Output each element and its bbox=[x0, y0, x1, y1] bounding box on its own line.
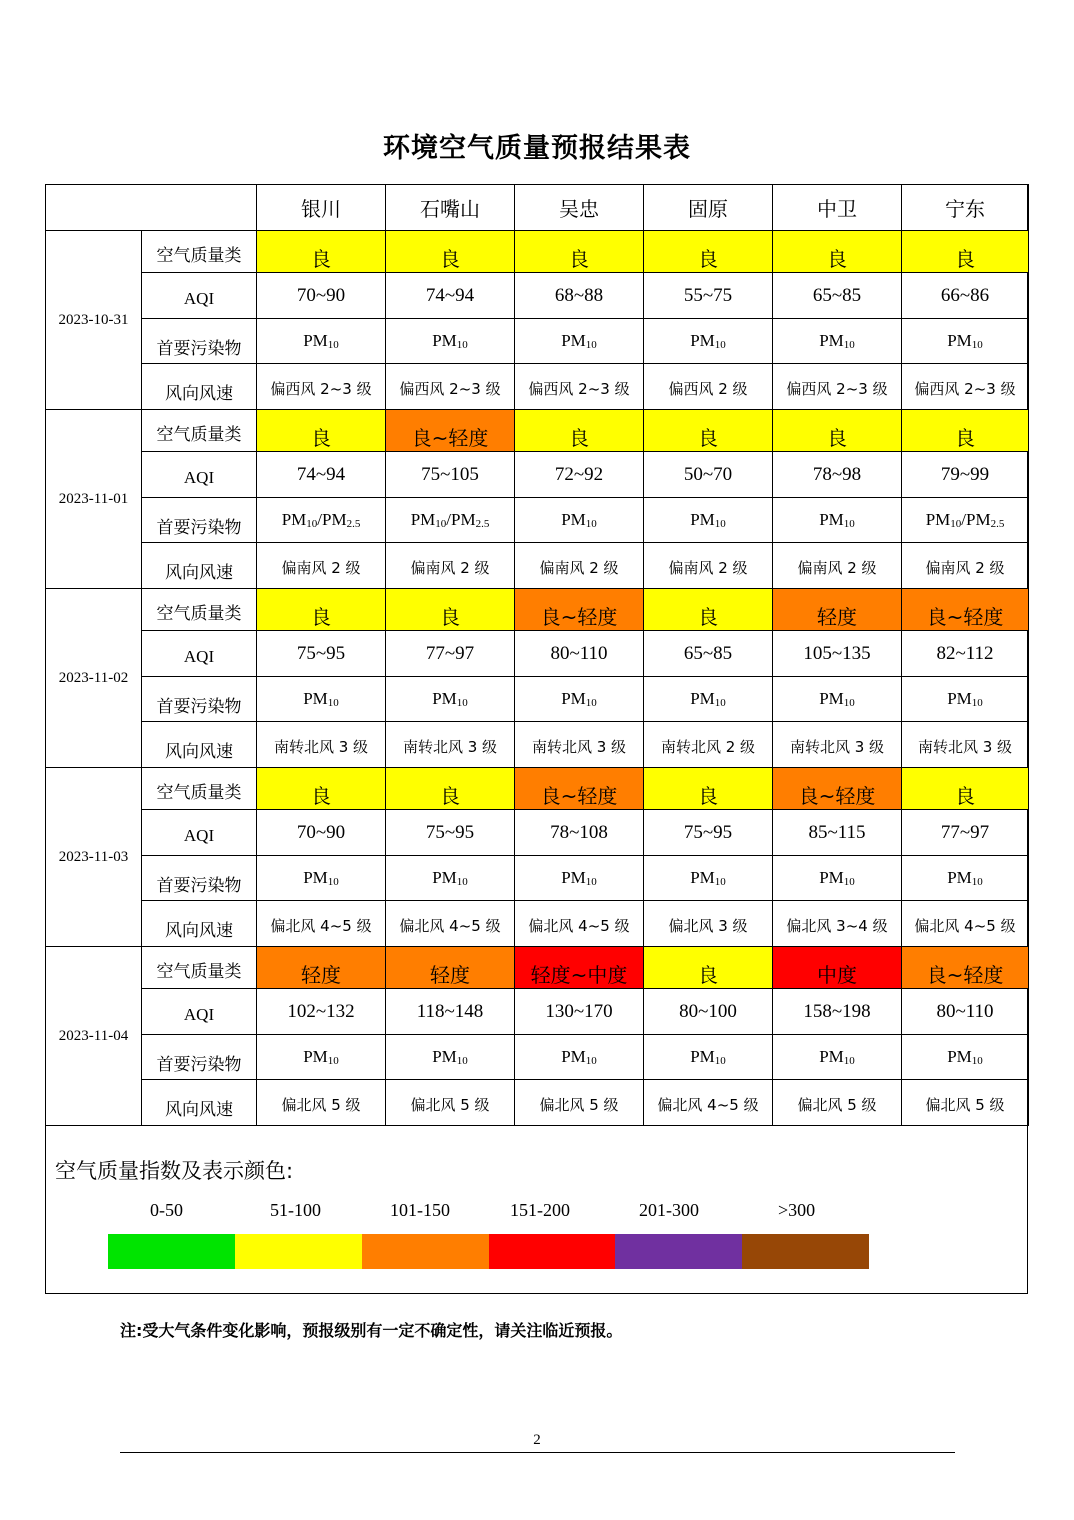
row-label-level: 空气质量类 bbox=[142, 231, 257, 273]
wind-cell: 偏北风 5 级 bbox=[773, 1080, 902, 1126]
level-text: 良 bbox=[311, 605, 331, 629]
pollutant-cell: $PM_{10}$ bbox=[773, 319, 902, 364]
level-row bbox=[46, 410, 1029, 452]
level-row bbox=[46, 589, 1029, 631]
level-text: 轻度 bbox=[430, 963, 470, 987]
aqi-cell: 75~95 bbox=[257, 631, 386, 677]
pollutant-cell: $PM_{10}$ bbox=[515, 677, 644, 722]
level-cell bbox=[257, 231, 386, 273]
aqi-cell: 55~75 bbox=[644, 273, 773, 319]
page-number: 2 bbox=[533, 1432, 541, 1448]
level-cell bbox=[773, 410, 902, 452]
aqi-cell: 105~135 bbox=[773, 631, 902, 677]
level-cell bbox=[515, 947, 644, 989]
level-text: 良 bbox=[698, 784, 718, 808]
level-cell bbox=[515, 768, 644, 810]
level-cell bbox=[902, 589, 1029, 631]
wind-cell: 偏南风 2 级 bbox=[515, 543, 644, 589]
aqi-row bbox=[46, 810, 1029, 856]
pollutant-cell: $PM_{10}$ bbox=[515, 856, 644, 901]
level-cell bbox=[386, 947, 515, 989]
level-text: 轻度 bbox=[817, 605, 857, 629]
aqi-cell: 72~92 bbox=[515, 452, 644, 498]
aqi-cell: 118~148 bbox=[386, 989, 515, 1035]
pollutant-cell: $PM_{10}$ bbox=[257, 319, 386, 364]
level-cell bbox=[902, 231, 1029, 273]
aqi-cell: 66~86 bbox=[902, 273, 1029, 319]
aqi-cell: 65~85 bbox=[773, 273, 902, 319]
level-text: 良 bbox=[955, 426, 975, 450]
level-text: 良~轻度 bbox=[798, 784, 876, 808]
wind-cell: 偏西风 2~3 级 bbox=[773, 364, 902, 410]
row-label-aqi: AQI bbox=[142, 631, 257, 677]
aqi-cell: 80~110 bbox=[515, 631, 644, 677]
legend-swatch bbox=[615, 1234, 742, 1269]
forecast-note: 注:受大气条件变化影响，预报级别有一定不确定性，请关注临近预报。 bbox=[120, 1321, 623, 1340]
level-cell bbox=[773, 768, 902, 810]
row-label-level: 空气质量类 bbox=[142, 947, 257, 989]
pollutant-cell: $PM_{10}$ bbox=[773, 677, 902, 722]
level-cell bbox=[644, 947, 773, 989]
level-row bbox=[46, 231, 1029, 273]
legend-range-label: 0-50 bbox=[150, 1200, 183, 1220]
aqi-cell: 75~95 bbox=[644, 810, 773, 856]
level-text: 良 bbox=[440, 605, 460, 629]
row-label-pollutant: 首要污染物 bbox=[142, 319, 257, 364]
pollutant-cell: $PM_{10}$ bbox=[644, 319, 773, 364]
aqi-cell: 50~70 bbox=[644, 452, 773, 498]
pollutant-cell: $PM_{10}/PM_{2.5}$ bbox=[902, 498, 1029, 543]
aqi-cell: 70~90 bbox=[257, 273, 386, 319]
aqi-cell: 74~94 bbox=[257, 452, 386, 498]
row-label-aqi: AQI bbox=[142, 273, 257, 319]
pollutant-cell: $PM_{10}$ bbox=[644, 677, 773, 722]
legend-range-label: 151-200 bbox=[510, 1200, 570, 1220]
aqi-cell: 65~85 bbox=[644, 631, 773, 677]
level-text: 良 bbox=[698, 605, 718, 629]
forecast-date: 2023-11-01 bbox=[46, 410, 142, 589]
level-text: 良 bbox=[569, 247, 589, 271]
pollutant-cell: $PM_{10}$ bbox=[257, 856, 386, 901]
level-cell bbox=[515, 410, 644, 452]
level-text: 良 bbox=[955, 784, 975, 808]
pollutant-cell: $PM_{10}$ bbox=[773, 856, 902, 901]
level-text: 良 bbox=[311, 784, 331, 808]
level-cell bbox=[386, 410, 515, 452]
wind-cell: 偏南风 2 级 bbox=[644, 543, 773, 589]
pollutant-cell: $PM_{10}$ bbox=[386, 1035, 515, 1080]
row-label-wind: 风向风速 bbox=[142, 1080, 257, 1126]
wind-row bbox=[46, 364, 1029, 410]
wind-cell: 偏北风 5 级 bbox=[257, 1080, 386, 1126]
pollutant-cell: $PM_{10}$ bbox=[644, 856, 773, 901]
wind-cell: 偏北风 3~4 级 bbox=[773, 901, 902, 947]
wind-cell: 偏北风 4~5 级 bbox=[257, 901, 386, 947]
aqi-cell: 80~110 bbox=[902, 989, 1029, 1035]
pollutant-row bbox=[46, 498, 1029, 543]
level-text: 轻度 bbox=[301, 963, 341, 987]
level-text: 良~轻度 bbox=[926, 963, 1004, 987]
wind-row bbox=[46, 1080, 1029, 1126]
wind-row bbox=[46, 722, 1029, 768]
aqi-row bbox=[46, 989, 1029, 1035]
wind-cell: 偏西风 2~3 级 bbox=[386, 364, 515, 410]
pollutant-cell: $PM_{10}$ bbox=[515, 319, 644, 364]
city-header: 吴忠 bbox=[515, 185, 644, 231]
level-cell bbox=[386, 768, 515, 810]
level-row bbox=[46, 768, 1029, 810]
level-cell bbox=[257, 768, 386, 810]
level-text: 良 bbox=[569, 426, 589, 450]
row-label-wind: 风向风速 bbox=[142, 722, 257, 768]
page-title: 环境空气质量预报结果表 bbox=[383, 133, 691, 164]
aqi-cell: 77~97 bbox=[902, 810, 1029, 856]
level-text: 良 bbox=[698, 963, 718, 987]
row-label-level: 空气质量类 bbox=[142, 410, 257, 452]
aqi-row bbox=[46, 631, 1029, 677]
wind-cell: 偏南风 2 级 bbox=[386, 543, 515, 589]
aqi-cell: 80~100 bbox=[644, 989, 773, 1035]
pollutant-cell: $PM_{10}$ bbox=[386, 319, 515, 364]
pollutant-cell: $PM_{10}$ bbox=[515, 1035, 644, 1080]
level-row bbox=[46, 947, 1029, 989]
row-label-wind: 风向风速 bbox=[142, 543, 257, 589]
row-label-level: 空气质量类 bbox=[142, 589, 257, 631]
level-cell bbox=[902, 947, 1029, 989]
wind-row bbox=[46, 543, 1029, 589]
level-cell bbox=[644, 410, 773, 452]
level-cell bbox=[386, 231, 515, 273]
legend-title: 空气质量指数及表示颜色: bbox=[55, 1159, 294, 1183]
aqi-cell: 85~115 bbox=[773, 810, 902, 856]
row-label-aqi: AQI bbox=[142, 452, 257, 498]
pollutant-row bbox=[46, 856, 1029, 901]
legend-range-label: 201-300 bbox=[639, 1200, 699, 1220]
city-header: 石嘴山 bbox=[386, 185, 515, 231]
aqi-row bbox=[46, 452, 1029, 498]
aqi-cell: 75~105 bbox=[386, 452, 515, 498]
level-cell bbox=[257, 589, 386, 631]
row-label-pollutant: 首要污染物 bbox=[142, 498, 257, 543]
forecast-table bbox=[45, 184, 1029, 1126]
city-header: 固原 bbox=[644, 185, 773, 231]
pollutant-cell: $PM_{10}$ bbox=[515, 498, 644, 543]
level-cell bbox=[515, 589, 644, 631]
pollutant-cell: $PM_{10}$ bbox=[644, 1035, 773, 1080]
row-label-pollutant: 首要污染物 bbox=[142, 1035, 257, 1080]
level-cell bbox=[644, 231, 773, 273]
level-text: 良 bbox=[827, 247, 847, 271]
level-text: 良 bbox=[311, 426, 331, 450]
pollutant-cell: $PM_{10}$ bbox=[773, 498, 902, 543]
pollutant-cell: $PM_{10}$ bbox=[902, 319, 1029, 364]
wind-cell: 偏北风 5 级 bbox=[386, 1080, 515, 1126]
legend-swatch bbox=[742, 1234, 869, 1269]
footer-rule bbox=[120, 1452, 955, 1453]
level-text: 良~轻度 bbox=[540, 605, 618, 629]
wind-cell: 偏西风 2~3 级 bbox=[257, 364, 386, 410]
wind-cell: 偏北风 5 级 bbox=[902, 1080, 1029, 1126]
pollutant-cell: $PM_{10}$ bbox=[902, 1035, 1029, 1080]
wind-cell: 偏北风 4~5 级 bbox=[515, 901, 644, 947]
wind-cell: 偏南风 2 级 bbox=[257, 543, 386, 589]
row-label-level: 空气质量类 bbox=[142, 768, 257, 810]
pollutant-cell: $PM_{10}$ bbox=[386, 677, 515, 722]
pollutant-cell: $PM_{10}$ bbox=[773, 1035, 902, 1080]
city-header: 银川 bbox=[257, 185, 386, 231]
header-corner bbox=[46, 185, 257, 231]
row-label-pollutant: 首要污染物 bbox=[142, 856, 257, 901]
wind-cell: 偏南风 2 级 bbox=[773, 543, 902, 589]
level-cell bbox=[257, 947, 386, 989]
wind-cell: 偏南风 2 级 bbox=[902, 543, 1029, 589]
level-text: 良~轻度 bbox=[926, 605, 1004, 629]
forecast-date: 2023-10-31 bbox=[46, 231, 142, 410]
wind-cell: 偏北风 3 级 bbox=[644, 901, 773, 947]
pollutant-cell: $PM_{10}$ bbox=[902, 677, 1029, 722]
level-cell bbox=[386, 589, 515, 631]
aqi-cell: 74~94 bbox=[386, 273, 515, 319]
wind-cell: 偏北风 4~5 级 bbox=[644, 1080, 773, 1126]
forecast-date: 2023-11-03 bbox=[46, 768, 142, 947]
level-text: 良~轻度 bbox=[540, 784, 618, 808]
pollutant-cell: $PM_{10}$ bbox=[386, 856, 515, 901]
aqi-cell: 158~198 bbox=[773, 989, 902, 1035]
pollutant-cell: $PM_{10}$ bbox=[257, 1035, 386, 1080]
wind-cell: 南转北风 3 级 bbox=[902, 722, 1029, 768]
row-label-wind: 风向风速 bbox=[142, 901, 257, 947]
row-label-wind: 风向风速 bbox=[142, 364, 257, 410]
aqi-cell: 68~88 bbox=[515, 273, 644, 319]
level-text: 良 bbox=[440, 784, 460, 808]
wind-cell: 偏北风 5 级 bbox=[515, 1080, 644, 1126]
level-cell bbox=[902, 410, 1029, 452]
pollutant-cell: $PM_{10}$ bbox=[644, 498, 773, 543]
wind-cell: 南转北风 3 级 bbox=[515, 722, 644, 768]
wind-cell: 偏西风 2~3 级 bbox=[902, 364, 1029, 410]
level-text: 良 bbox=[440, 247, 460, 271]
level-text: 轻度~中度 bbox=[530, 963, 628, 987]
level-cell bbox=[773, 589, 902, 631]
level-cell bbox=[773, 231, 902, 273]
pollutant-cell: $PM_{10}$ bbox=[257, 677, 386, 722]
legend-swatch bbox=[235, 1234, 362, 1269]
wind-cell: 偏西风 2 级 bbox=[644, 364, 773, 410]
level-cell bbox=[773, 947, 902, 989]
legend-range-label: 51-100 bbox=[270, 1200, 321, 1220]
aqi-cell: 79~99 bbox=[902, 452, 1029, 498]
legend-swatch bbox=[489, 1234, 616, 1269]
aqi-cell: 78~108 bbox=[515, 810, 644, 856]
legend-swatch bbox=[108, 1234, 235, 1269]
pollutant-row bbox=[46, 1035, 1029, 1080]
aqi-cell: 70~90 bbox=[257, 810, 386, 856]
level-text: 中度 bbox=[817, 963, 857, 987]
city-header: 中卫 bbox=[773, 185, 902, 231]
pollutant-cell: $PM_{10}$ bbox=[902, 856, 1029, 901]
aqi-cell: 130~170 bbox=[515, 989, 644, 1035]
wind-cell: 南转北风 2 级 bbox=[644, 722, 773, 768]
legend-range-label: >300 bbox=[778, 1200, 816, 1220]
pollutant-cell: $PM_{10}/PM_{2.5}$ bbox=[257, 498, 386, 543]
level-text: 良 bbox=[955, 247, 975, 271]
pollutant-row bbox=[46, 677, 1029, 722]
level-cell bbox=[644, 768, 773, 810]
pollutant-cell: $PM_{10}/PM_{2.5}$ bbox=[386, 498, 515, 543]
level-text: 良 bbox=[698, 426, 718, 450]
aqi-cell: 78~98 bbox=[773, 452, 902, 498]
city-header: 宁东 bbox=[902, 185, 1029, 231]
wind-cell: 偏北风 4~5 级 bbox=[902, 901, 1029, 947]
row-label-aqi: AQI bbox=[142, 989, 257, 1035]
legend-range-label: 101-150 bbox=[390, 1200, 450, 1220]
row-label-aqi: AQI bbox=[142, 810, 257, 856]
aqi-cell: 102~132 bbox=[257, 989, 386, 1035]
wind-cell: 偏西风 2~3 级 bbox=[515, 364, 644, 410]
level-text: 良 bbox=[827, 426, 847, 450]
wind-cell: 南转北风 3 级 bbox=[773, 722, 902, 768]
header-row bbox=[46, 185, 1029, 231]
row-label-pollutant: 首要污染物 bbox=[142, 677, 257, 722]
aqi-cell: 75~95 bbox=[386, 810, 515, 856]
level-text: 良 bbox=[698, 247, 718, 271]
level-text: 良~轻度 bbox=[411, 426, 489, 450]
level-cell bbox=[257, 410, 386, 452]
wind-cell: 偏北风 4~5 级 bbox=[386, 901, 515, 947]
legend-swatch bbox=[362, 1234, 489, 1269]
forecast-date: 2023-11-02 bbox=[46, 589, 142, 768]
level-cell bbox=[902, 768, 1029, 810]
aqi-cell: 77~97 bbox=[386, 631, 515, 677]
aqi-cell: 82~112 bbox=[902, 631, 1029, 677]
wind-cell: 南转北风 3 级 bbox=[257, 722, 386, 768]
wind-row bbox=[46, 901, 1029, 947]
level-cell bbox=[644, 589, 773, 631]
pollutant-row bbox=[46, 319, 1029, 364]
level-cell bbox=[515, 231, 644, 273]
level-text: 良 bbox=[311, 247, 331, 271]
wind-cell: 南转北风 3 级 bbox=[386, 722, 515, 768]
aqi-row bbox=[46, 273, 1029, 319]
forecast-date: 2023-11-04 bbox=[46, 947, 142, 1126]
